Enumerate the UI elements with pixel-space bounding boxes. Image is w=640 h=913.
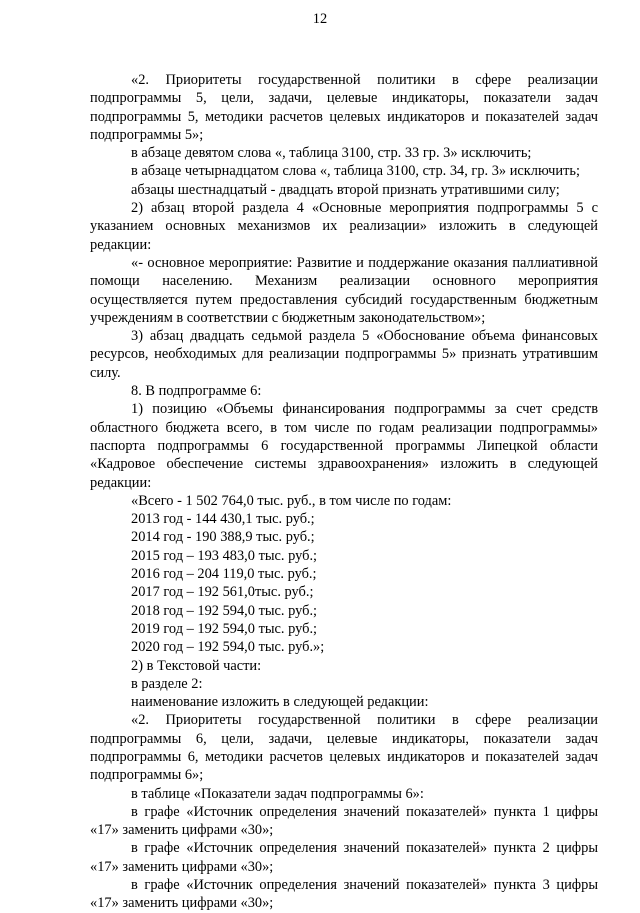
paragraph-item-2-replace: в графе «Источник определения значений показателей» пункта 2 цифры «17» заменить цифрами «30»;	[90, 840, 598, 875]
paragraph-main-activity: «- основное мероприятие: Развитие и поддержание оказания паллиативной помощи населению. Механизм реализации основного мероприятия осуществляется путем предоставления субсидий государственным бюджетным учреждениям в соответствии с бюджетным законодательством»;	[90, 254, 598, 326]
funding-year-2013: 2013 год - 144 430,1 тыс. руб.;	[131, 511, 315, 528]
funding-year-2016: 2016 год – 204 119,0 тыс. руб.;	[131, 566, 317, 583]
paragraph-in-section-2: в разделе 2:	[131, 675, 203, 692]
paragraph-item-1-replace: в графе «Источник определения значений показателей» пункта 1 цифры «17» заменить цифрами «30»;	[90, 803, 598, 839]
paragraph-title-new-edition: наименование изложить в следующей редакции:	[131, 694, 429, 711]
paragraph-section-2-title-sub5: «2. Приоритеты государственной политики в сфере реализации подпрограммы 5, цели, задачи, целевые индикаторы, показатели задач подпрограммы 5, методики расчетов целевых индикаторов и показателей задач подпрограммы 5»;	[90, 72, 598, 143]
paragraph-table-indicators: в таблице «Показатели задач подпрограммы 6»:	[131, 785, 424, 802]
funding-year-2020: 2020 год – 192 594,0 тыс. руб.»;	[131, 639, 325, 656]
paragraph-total-funding: «Всего - 1 502 764,0 тыс. руб., в том числе по годам:	[131, 492, 452, 509]
paragraph-section-5-abzac: 3) абзац двадцать седьмой раздела 5 «Обоснование объема финансовых ресурсов, необходимых для реализации подпрограммы 5» признать утратившим силу.	[90, 328, 598, 381]
page-number: 12	[312, 11, 328, 27]
paragraph-fourteenth-abzac: в абзаце четырнадцатом слова «, таблица 3100, стр. 34, гр. 3» исключить;	[131, 163, 580, 180]
paragraph-ninth-abzac: в абзаце девятом слова «, таблица 3100, стр. 33 гр. 3» исключить;	[131, 145, 532, 162]
paragraph-text-part: 2) в Текстовой части:	[131, 657, 262, 674]
paragraph-subprogram-6-heading: 8. В подпрограмме 6:	[131, 383, 262, 400]
funding-year-2018: 2018 год – 192 594,0 тыс. руб.;	[131, 602, 318, 619]
paragraph-financing-position: 1) позицию «Объемы финансирования подпрограммы за счет средств областного бюджета всего, в том числе по годам реализации подпрограммы» паспорта подпрограммы 6 государственной программы Липецкой области «Кадровое обеспечение системы здравоохранения» изложить в следующей редакции:	[90, 401, 598, 491]
document-body	[90, 71, 598, 913]
funding-year-2014: 2014 год - 190 388,9 тыс. руб.;	[131, 529, 315, 546]
funding-year-2019: 2019 год – 192 594,0 тыс. руб.;	[131, 620, 318, 637]
paragraph-abzacs-repeal: абзацы шестнадцатый - двадцать второй признать утратившими силу;	[131, 181, 560, 198]
funding-year-2017: 2017 год – 192 561,0тыс. руб.;	[131, 584, 314, 601]
funding-year-2015: 2015 год – 193 483,0 тыс. руб.;	[131, 547, 318, 564]
paragraph-section-4-abzac: 2) абзац второй раздела 4 «Основные мероприятия подпрограммы 5 с указанием основных механизмов их реализации» изложить в следующей редакции:	[90, 200, 598, 253]
paragraph-section-2-title-sub6: «2. Приоритеты государственной политики в сфере реализации подпрограммы 6, цели, задачи, целевые индикаторы, показатели задач подпрограммы 6, методики расчетов целевых индикаторов и показателей задач подпрограммы 6»;	[90, 712, 598, 784]
paragraph-item-3-replace: в графе «Источник определения значений показателей» пункта 3 цифры «17» заменить цифрами «30»;	[90, 877, 598, 912]
